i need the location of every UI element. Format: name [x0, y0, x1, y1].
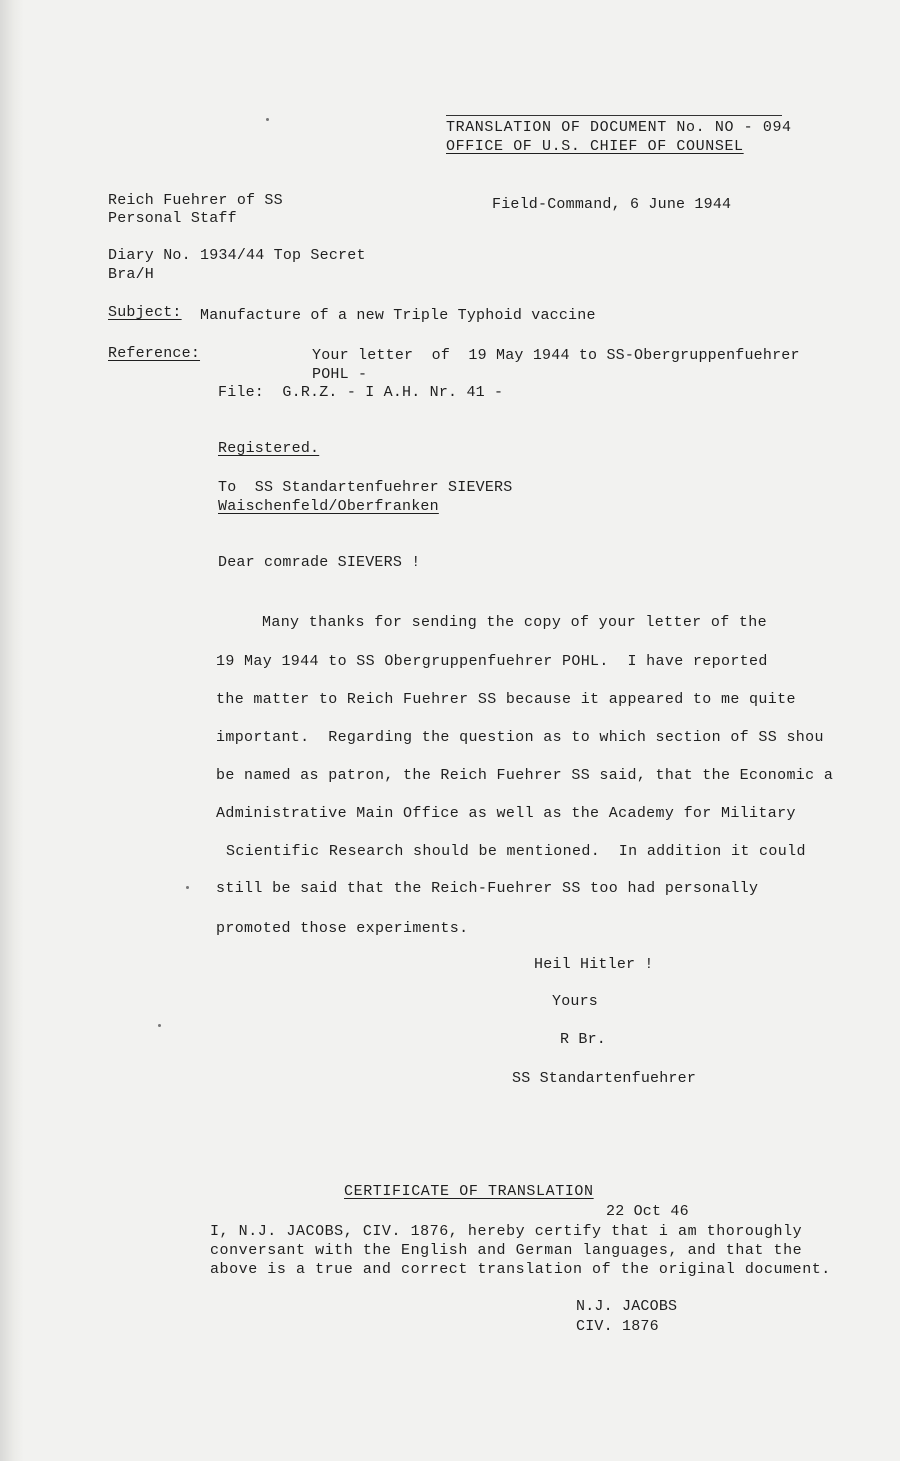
place-and-date: Field-Command, 6 June 1944: [492, 196, 732, 213]
recipient-line-1: To SS Standartenfuehrer SIEVERS: [218, 479, 513, 496]
page-shadow-edge: [0, 0, 24, 1461]
body-line-8: still be said that the Reich-Fuehrer SS too had personally: [216, 880, 759, 897]
closing-initials: R Br.: [560, 1031, 607, 1048]
certificate-line-2: conversant with the English and German languages, and that the: [210, 1242, 803, 1259]
certificate-signer-id: CIV. 1876: [576, 1318, 659, 1335]
paper-speck: [158, 1024, 161, 1027]
body-line-3: the matter to Reich Fuehrer SS because it appeared to me quite: [216, 691, 796, 708]
diary-reference-initials: Bra/H: [108, 266, 155, 283]
body-line-5: be named as patron, the Reich Fuehrer SS said, that the Economic a: [216, 767, 834, 784]
body-line-9: promoted those experiments.: [216, 920, 469, 937]
closing-yours: Yours: [552, 993, 599, 1010]
paper-speck: [186, 886, 189, 889]
office-of-chief-of-counsel: OFFICE OF U.S. CHIEF OF COUNSEL: [446, 138, 744, 155]
paper-speck: [266, 118, 269, 121]
body-line-1: Many thanks for sending the copy of your letter of the: [262, 614, 767, 631]
sender-line-2: Personal Staff: [108, 210, 237, 227]
sender-line-1: Reich Fuehrer of SS: [108, 192, 283, 209]
closing-heil: Heil Hitler !: [534, 956, 654, 973]
reference-line-2: POHL -: [312, 366, 368, 383]
registered-mark: Registered.: [218, 440, 320, 457]
salutation: Dear comrade SIEVERS !: [218, 554, 421, 571]
header-top-rule: [446, 115, 782, 116]
certificate-title: CERTIFICATE OF TRANSLATION: [344, 1183, 594, 1200]
recipient-address: Waischenfeld/Oberfranken: [218, 498, 439, 515]
translation-document-number: TRANSLATION OF DOCUMENT No. NO - 094: [446, 119, 792, 136]
reference-line-1: Your letter of 19 May 1944 to SS-Obergruppenfuehrer: [312, 347, 800, 364]
certificate-line-3: above is a true and correct translation of the original document.: [210, 1261, 831, 1278]
diary-number: Diary No. 1934/44 Top Secret: [108, 247, 366, 264]
body-line-6: Administrative Main Office as well as the Academy for Military: [216, 805, 796, 822]
reference-label: Reference:: [108, 345, 201, 362]
certificate-signer-name: N.J. JACOBS: [576, 1298, 678, 1315]
body-line-7: Scientific Research should be mentioned. In addition it could: [226, 843, 806, 860]
closing-rank: SS Standartenfuehrer: [512, 1070, 697, 1087]
certificate-date: 22 Oct 46: [606, 1203, 689, 1220]
subject-text: Manufacture of a new Triple Typhoid vaccine: [200, 307, 596, 324]
body-line-4: important. Regarding the question as to which section of SS shou: [216, 729, 824, 746]
subject-label: Subject:: [108, 304, 182, 321]
body-line-2: 19 May 1944 to SS Obergruppenfuehrer POHL. I have reported: [216, 653, 768, 670]
certificate-line-1: I, N.J. JACOBS, CIV. 1876, hereby certify that i am thoroughly: [210, 1223, 803, 1240]
reference-file-number: File: G.R.Z. - I A.H. Nr. 41 -: [218, 384, 504, 401]
